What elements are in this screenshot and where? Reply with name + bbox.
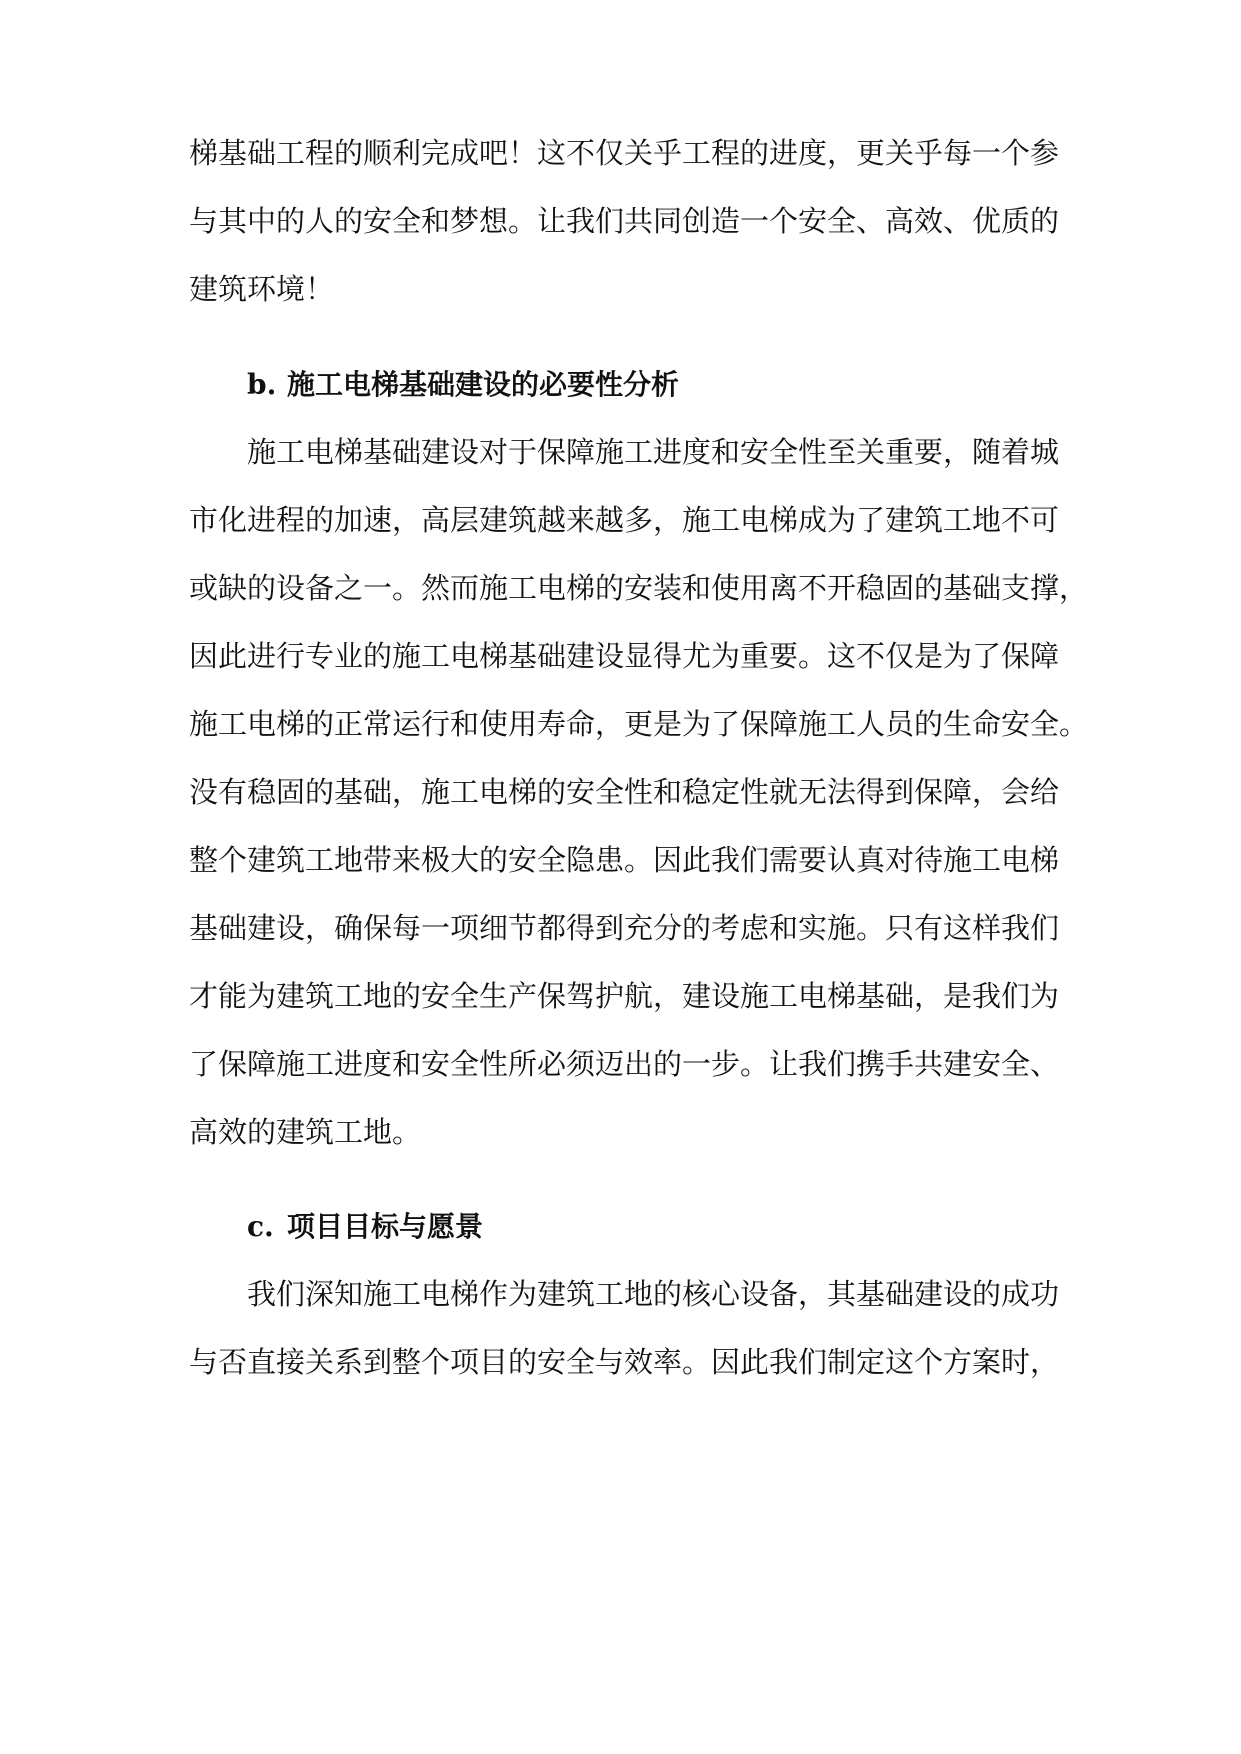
section-b-line-10: 了保障施工进度和安全性所必须迈出的一步。让我们携手共建安全、 [189,1047,1060,1081]
section-b-line-6: 没有稳固的基础，施工电梯的安全性和稳定性就无法得到保障，会给 [189,775,1060,809]
section-b-line-3: 或缺的设备之一。然而施工电梯的安装和使用离不开稳固的基础支撑， [189,571,1089,605]
section-b-heading [247,362,679,408]
section-b-line-1: 施工电梯基础建设对于保障施工进度和安全性至关重要，随着城 [247,435,1060,469]
section-b-line-2: 市化进程的加速，高层建筑越来越多，施工电梯成为了建筑工地不可 [189,503,1060,537]
section-c-line-2: 与否直接关系到整个项目的安全与效率。因此我们制定这个方案时， [189,1345,1060,1379]
section-c-line-1: 我们深知施工电梯作为建筑工地的核心设备，其基础建设的成功 [247,1277,1060,1311]
section-b-line-11: 高效的建筑工地。 [189,1115,422,1149]
paragraph-1-line-1: 梯基础工程的顺利完成吧！这不仅关乎工程的进度，更关乎每一个参 [189,136,1060,170]
section-b-line-9: 才能为建筑工地的安全生产保驾护航，建设施工电梯基础，是我们为 [189,979,1060,1013]
section-b-line-8: 基础建设，确保每一项细节都得到充分的考虑和实施。只有这样我们 [189,911,1060,945]
section-c-marker: c. [247,1210,274,1243]
section-b-line-4: 因此进行专业的施工电梯基础建设显得尤为重要。这不仅是为了保障 [189,639,1060,673]
section-b-title: 施工电梯基础建设的必要性分析 [287,368,680,401]
paragraph-1-line-3: 建筑环境！ [189,272,335,306]
section-b-line-5: 施工电梯的正常运行和使用寿命，更是为了保障施工人员的生命安全。 [189,707,1089,741]
paragraph-1-line-2: 与其中的人的安全和梦想。让我们共同创造一个安全、高效、优质的 [189,204,1060,238]
section-b-line-7: 整个建筑工地带来极大的安全隐患。因此我们需要认真对待施工电梯 [189,843,1060,877]
section-b-marker: b. [247,368,277,401]
section-c-title: 项目目标与愿景 [287,1210,484,1243]
section-c-heading [247,1204,483,1250]
